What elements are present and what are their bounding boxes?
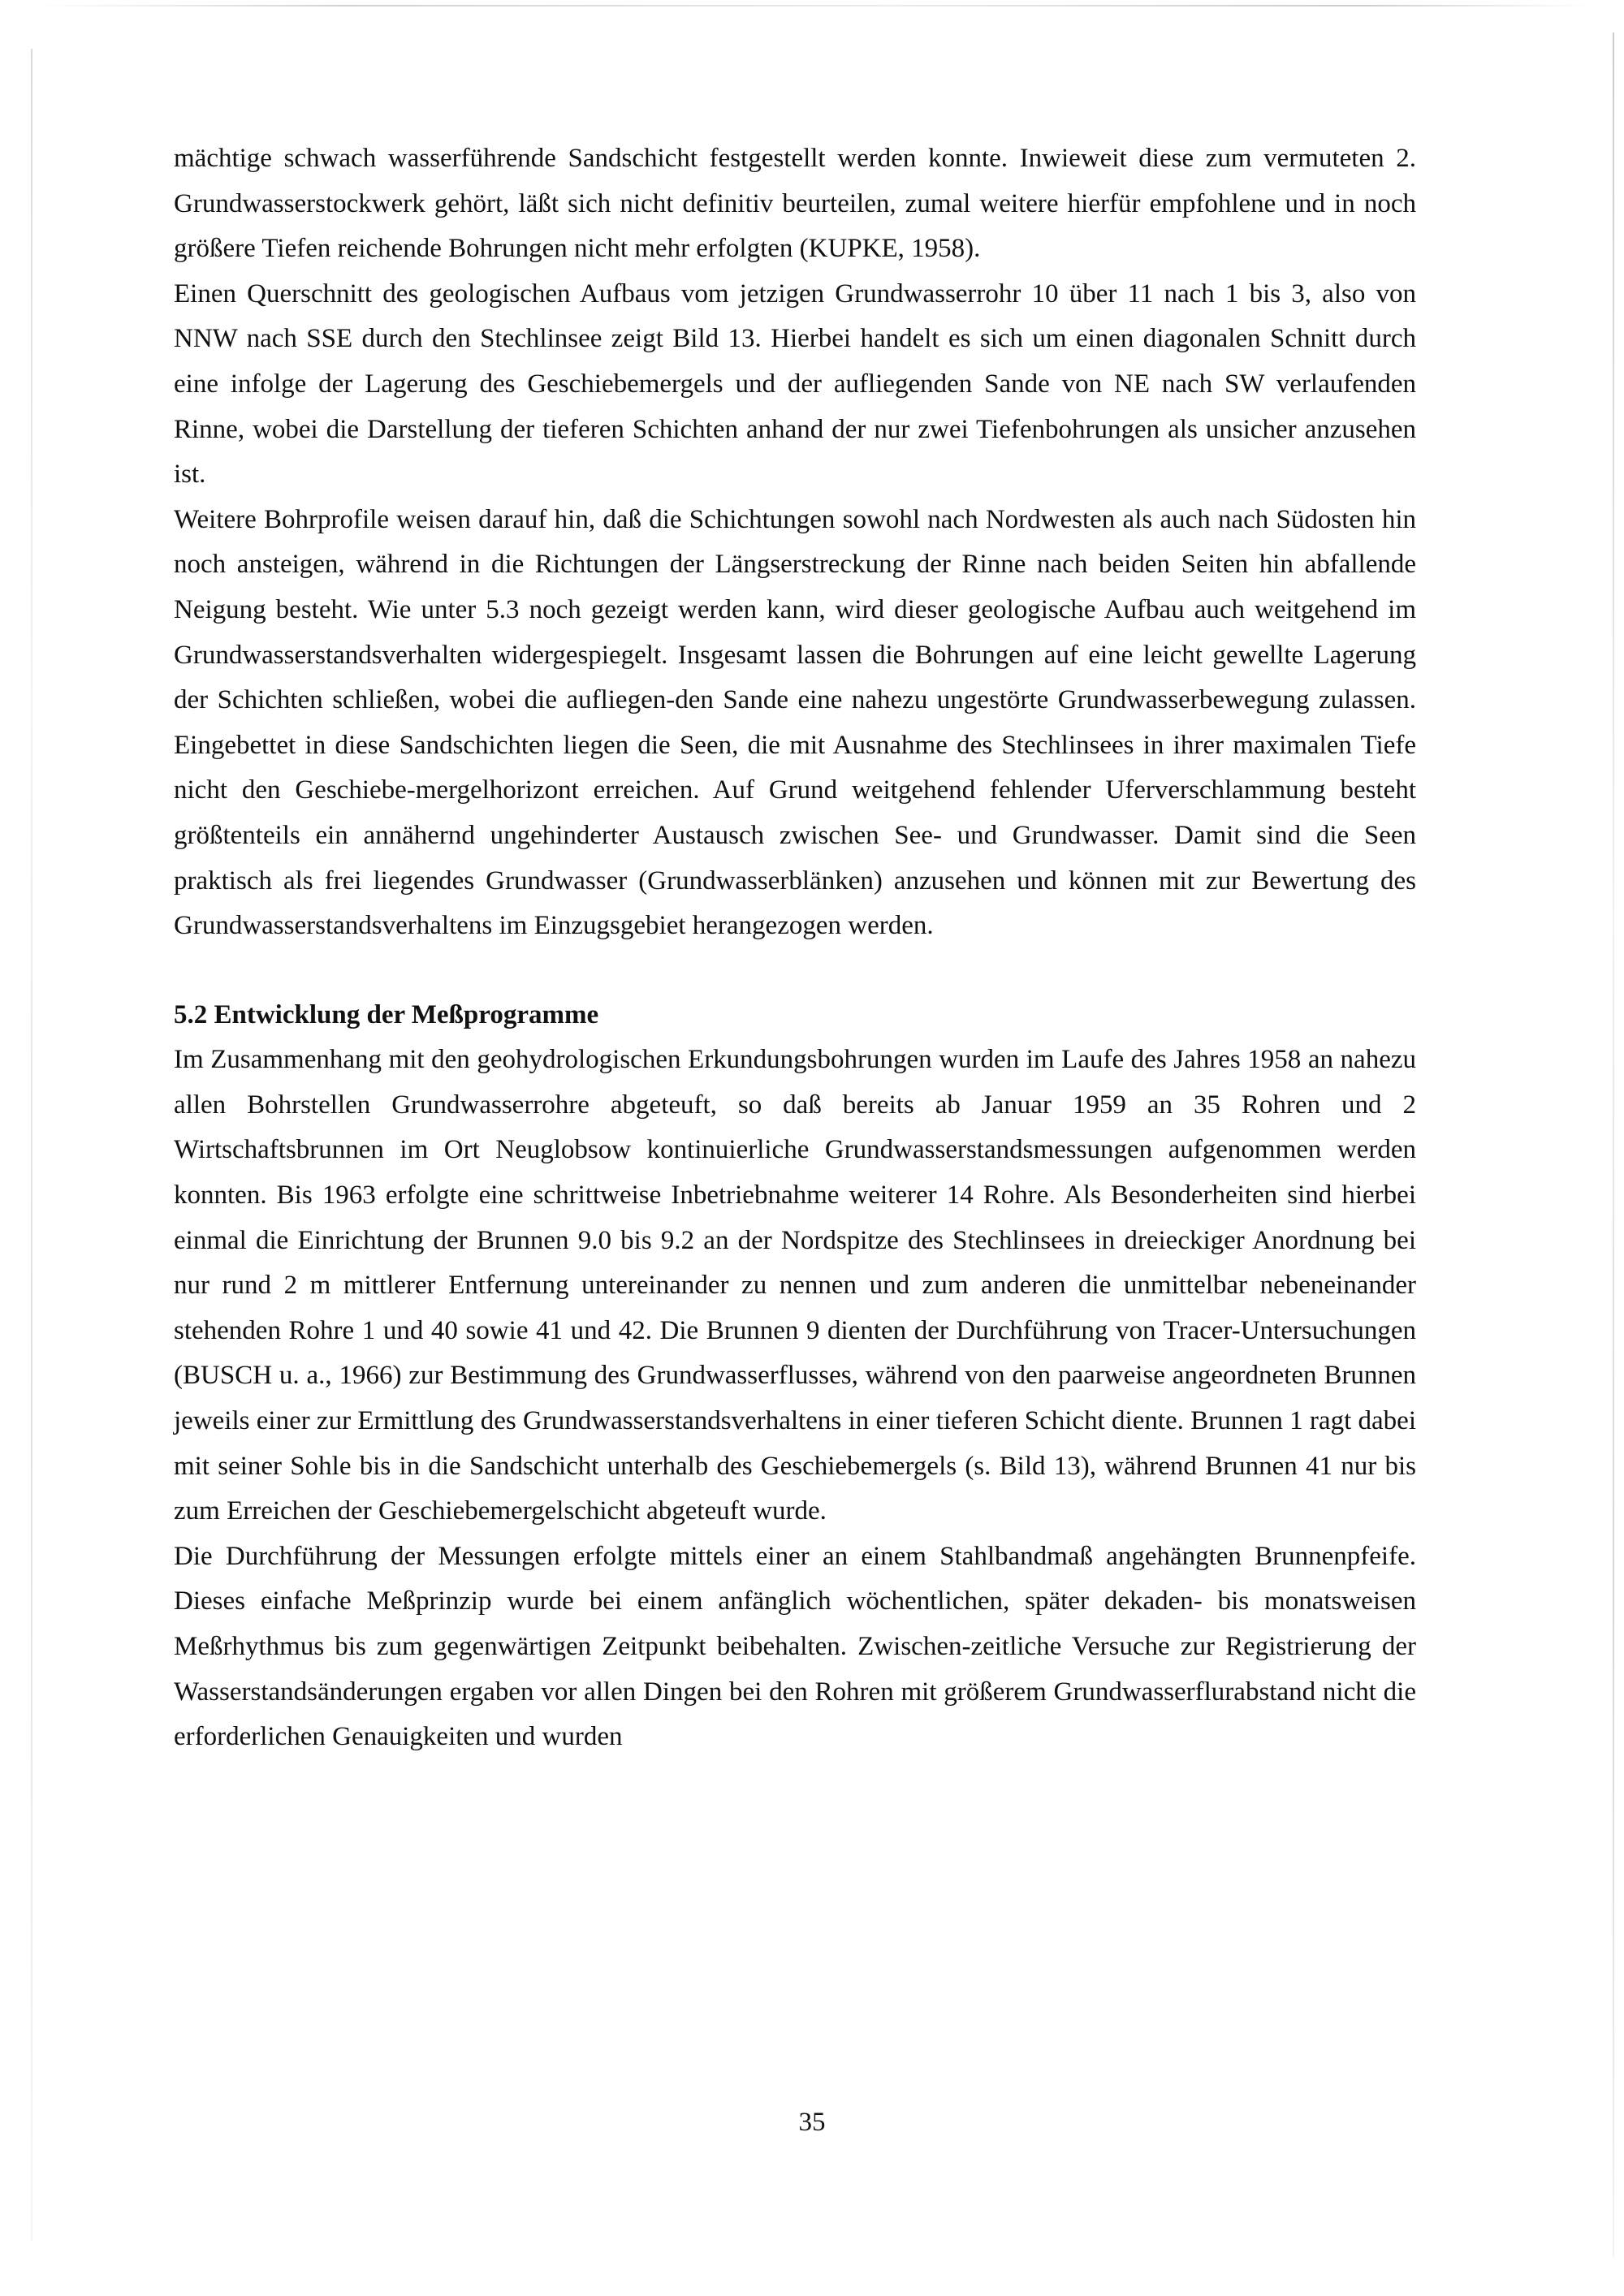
scan-edge-right <box>1613 32 1614 2257</box>
scan-edge-top <box>32 5 1592 6</box>
paragraph: mächtige schwach wasserführende Sandschicht festgestellt werden konnte. Inwieweit diese zum vermuteten 2. Grundwasserstockwerk gehört, läßt sich nicht definitiv beurteilen, zumal weitere hierfür empfohlene und in noch größere Tiefen reichende Bohrungen nicht mehr erfolgten (KUPKE, 1958). <box>174 144 1416 264</box>
scan-edge-left <box>31 49 32 2241</box>
paragraph: Einen Querschnitt des geologischen Aufbaus vom jetzigen Grundwasserrohr 10 über 11 nach 1 bis 3, also von NNW nach SSE durch den Stechlinsee zeigt Bild 13. Hierbei handelt es sich um einen diagonalen Schnitt durch eine infolge der Lagerung des Geschiebemergels und der aufliegenden Sande von NE nach SW verlaufenden Rinne, wobei die Darstellung der tieferen Schichten anhand der nur zwei Tiefenbohrungen als unsicher anzusehen ist. <box>174 278 1416 490</box>
page-number: 35 <box>798 2108 826 2137</box>
paragraph: Die Durchführung der Messungen erfolgte mittels einer an einem Stahlbandmaß angehängten Brunnenpfeife. Dieses einfache Meßprinzip wurde bei einem anfänglich wöchentlichen, später dekaden- bis monatsweisen Meßrhythmus bis zum gegenwärtigen Zeitpunkt beibehalten. Zwischen-zeitliche Versuche zur Registrierung der Wasserstandsänderungen ergaben vor allen Dingen bei den Rohren mit größerem Grundwasserflurabstand nicht die erforderlichen Genauigkeiten und wurden <box>174 1541 1416 1752</box>
body-text <box>174 136 1416 1760</box>
paragraph: Im Zusammenhang mit den geohydrologischen Erkundungsbohrungen wurden im Laufe des Jahres 1958 an nahezu allen Bohrstellen Grundwasserrohre abgeteuft, so daß bereits ab Januar 1959 an 35 Rohren und 2 Wirtschaftsbrunnen im Ort Neuglobsow kontinuierliche Grundwasserstandsmessungen aufgenommen werden konnten. Bis 1963 erfolgte eine schrittweise Inbetriebnahme weiterer 14 Rohre. Als Besonderheiten sind hierbei einmal die Einrichtung der Brunnen 9.0 bis 9.2 an der Nordspitze des Stechlinsees in dreieckiger Anordnung bei nur rund 2 m mittlerer Entfernung untereinander zu nennen und zum anderen die unmittelbar nebeneinander stehenden Rohre 1 und 40 sowie 41 und 42. Die Brunnen 9 dienten der Durchführung von Tracer-Untersuchungen (BUSCH u. a., 1966) zur Bestimmung des Grundwasserflusses, während von den paarweise angeordneten Brunnen jeweils einer zur Ermittlung des Grundwasserstandsverhaltens in einer tieferen Schicht diente. Brunnen 1 ragt dabei mit seiner Sohle bis in die Sandschicht unterhalb des Geschiebemergels (s. Bild 13), während Brunnen 41 nur bis zum Erreichen der Geschiebemergelschicht abgeteuft wurde. <box>174 1045 1416 1526</box>
section-heading: 5.2 Entwicklung der Meßprogramme <box>174 999 599 1029</box>
paragraph: Weitere Bohrprofile weisen darauf hin, daß die Schichtungen sowohl nach Nordwesten als auch nach Südosten hin noch ansteigen, während in die Richtungen der Längserstreckung der Rinne nach beiden Seiten hin abfallende Neigung besteht. Wie unter 5.3 noch gezeigt werden kann, wird dieser geologische Aufbau auch weitgehend im Grundwasserstandsverhalten widergespiegelt. Insgesamt lassen die Bohrungen auf eine leicht gewellte Lagerung der Schichten schließen, wobei die aufliegen-den Sande eine nahezu ungestörte Grundwasserbewegung zulassen. Eingebettet in diese Sandschichten liegen die Seen, die mit Ausnahme des Stechlinsees in ihrer maximalen Tiefe nicht den Geschiebe-mergelhorizont erreichen. Auf Grund weitgehend fehlender Uferverschlammung besteht größtenteils ein annähernd ungehinderter Austausch zwischen See- und Grundwasser. Damit sind die Seen praktisch als frei liegendes Grundwasser (Grundwasserblänken) anzusehen und können mit zur Bewertung des Grundwasserstandsverhaltens im Einzugsgebiet herangezogen werden. <box>174 504 1416 941</box>
